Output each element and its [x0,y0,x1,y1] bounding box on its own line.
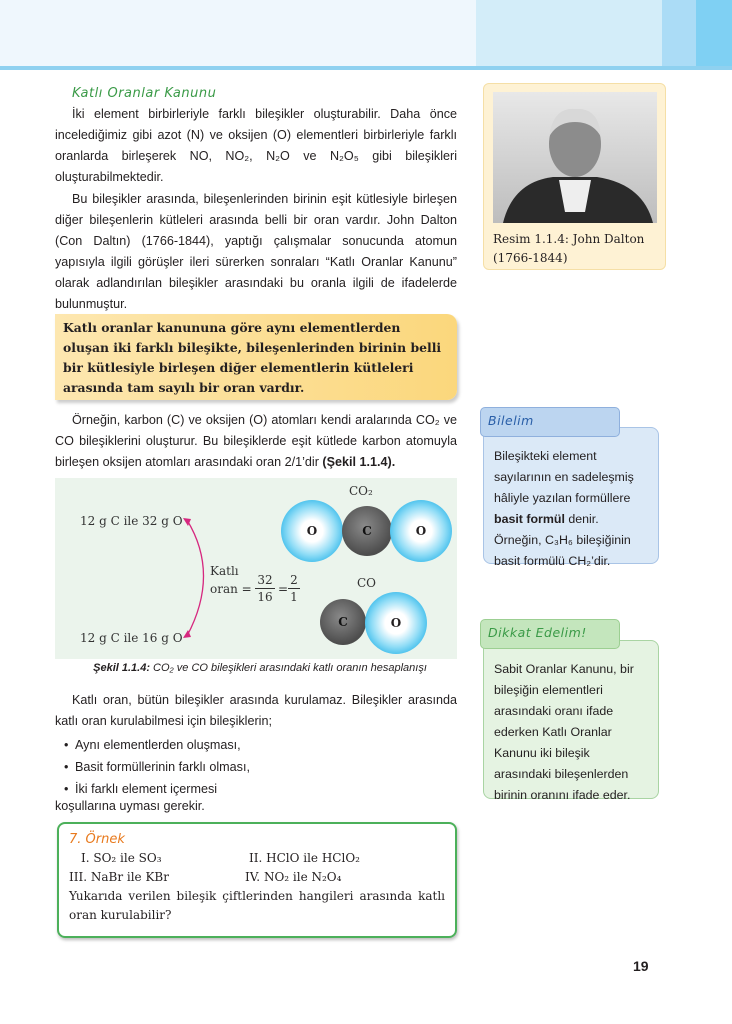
oxygen-atom: O [281,500,343,562]
page-header-band [0,0,732,66]
option-iv: IV. NO₂ ile N₂O₄ [245,870,342,884]
ratio-label: Katlı [210,564,239,578]
law-highlight-box: Katlı oranlar kanununa göre aynı elementlerden oluşan iki farklı bileşikte, bileşenlerinden birinin belli bir kütlesiyle birleşen diğer elementlerin kütleleri arasında tam sayılı bir oran vardır. [55,314,457,400]
example-question: Yukarıda verilen bileşik çiftlerinden hangileri arasında katlı oran kurulabilir? [69,889,445,922]
option-ii: II. HClO ile HClO₂ [249,851,360,865]
fraction-32-16: 32 16 [255,572,275,605]
paragraph-2: Bu bileşikler arasında, bileşenlerinden birinin eşit kütlesiyle birleşen diğer bileşenlerin kütleleri arasında belli bir oran vardır. John Dalton (Con Daltın) (1766-1844), yaptığı çalışmalar sonucunda atomun yapısıyla ilgili görüşler ileri sürerken sonraları “Katlı Oranlar Kanunu” olarak adlandırılan bileşikler arasındaki bu oranla ilgili de ifadelerde bulunmuştur. [55,192,457,311]
fraction-2-1: 2 1 [288,572,300,605]
photo-box [483,83,666,270]
double-arrow-icon [175,514,235,644]
dalton-portrait [493,92,657,223]
paragraph-3 [55,410,457,473]
option-iii: III. NaBr ile KBr [69,870,169,884]
figure-caption: Şekil 1.1.4: CO₂ ve CO bileşikleri arasındaki katlı oranın hesaplanışı [93,662,427,674]
conclusion-text: koşullarına uyması gerekir. [55,799,205,813]
dikkat-title: Dikkat Edelim! [480,619,620,649]
co-label: CO [357,576,377,590]
equals-sign: = [278,582,289,596]
paragraph-4: Katlı oran, bütün bileşikler arasında kurulamaz. Bileşikler arasında katlı oran kurulabilmesi için bileşiklerin; [55,693,457,728]
carbon-atom: C [342,506,392,556]
oxygen-atom: O [390,500,452,562]
section-title: Katlı Oranlar Kanunu [72,86,217,101]
bullet-item: • İki farklı element içermesi [75,782,217,796]
bullet-item: • Basit formüllerinin farklı olması, [75,760,250,774]
paragraph-1: İki element birbirleriyle farklı bileşikler oluşturabilir. Daha önce incelediğimiz gibi azot (N) ve oksijen (O) elementleri birbirleriyle farklı oranlarda birleşerek NO, NO₂, N₂O ve N₂O₅ gibi bileşikleri oluşturabilmektedir. [55,107,457,184]
option-i: I. SO₂ ile SO₃ [81,851,162,865]
oxygen-atom: O [365,592,427,654]
example-title: 7. Örnek [69,832,125,847]
bilelim-box: Bileşikteki element sayılarının en sadeleşmiş hâliyle yazılan formüllere basit formül denir. Örneğin, C₃H₆ bileşiğinin basit formülü CH₂’dir. [483,427,659,564]
bullet-item: • Aynı elementlerden oluşması, [75,738,241,752]
ratio-label-2: oran = [210,582,252,596]
top-mass-label: 12 g C ile 32 g O [80,514,183,528]
portrait-illustration [493,92,657,223]
example-box [57,822,457,938]
photo-caption: Resim 1.1.4: John Dalton (1766-1844) [493,232,645,265]
header-rule [0,66,732,70]
carbon-atom: C [320,599,366,645]
figure-co2-co [55,478,457,659]
co2-label: CO₂ [349,484,373,498]
page-number: 19 [633,958,649,974]
dikkat-box: Sabit Oranlar Kanunu, bir bileşiğin elementleri arasındaki oranı ifade ederken Katlı Oranlar Kanunu iki bileşik arasındaki bileşenlerden birinin oranını ifade eder. [483,640,659,799]
bottom-mass-label: 12 g C ile 16 g O [80,631,183,645]
figure-reference: (Şekil 1.1.4). [322,455,396,469]
paragraph-3-text: Örneğin, karbon (C) ve oksijen (O) atomları kendi aralarında CO₂ ve CO bileşiklerini oluşturur. Bu bileşiklerde eşit kütlede karbon atomuyla birleşen oksijen atomları arasındaki oran 2/1’dir [55,413,457,469]
bilelim-title: Bilelim [480,407,620,437]
